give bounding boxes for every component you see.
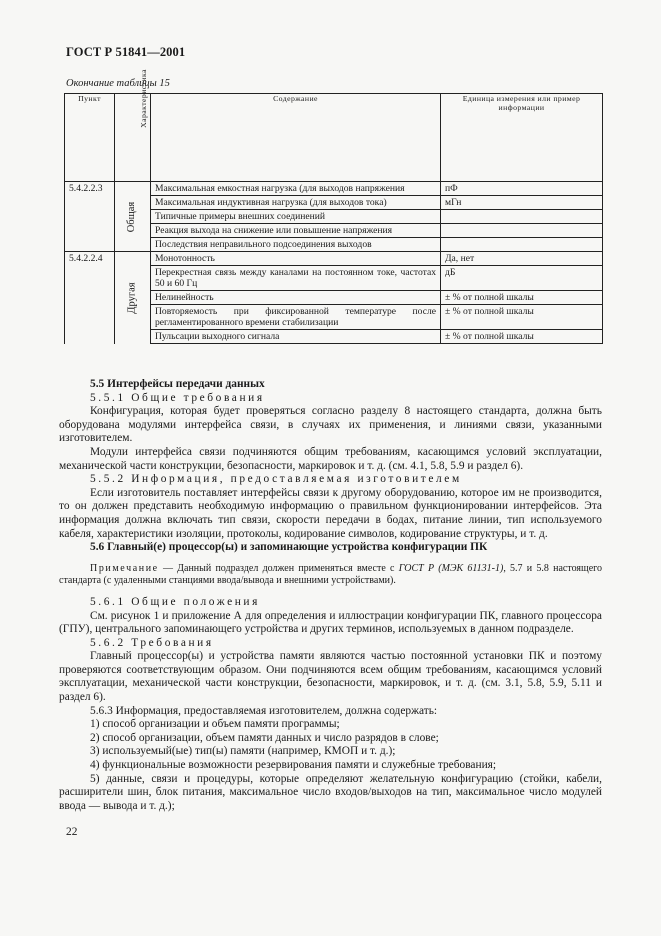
note bbox=[59, 563, 602, 588]
row-item: 5.4.2.2.4 bbox=[65, 252, 115, 344]
row-unit: мГн bbox=[441, 196, 603, 210]
table-row bbox=[65, 182, 603, 196]
paragraph: 5.6.3 Информация, предоставляемая изготовителем, должна содержать: bbox=[90, 704, 438, 717]
note-label: Примечание bbox=[90, 562, 159, 574]
page-number: 22 bbox=[66, 826, 78, 838]
row-item: 5.4.2.2.3 bbox=[65, 182, 115, 252]
header-unit: Единица измерения или пример информации bbox=[441, 94, 603, 182]
list-item: 4) функциональные возможности резервирования памяти и служебные требования; bbox=[90, 759, 497, 772]
row-content: Монотонность bbox=[151, 252, 441, 266]
row-unit bbox=[441, 210, 603, 224]
header-item: Пункт bbox=[65, 94, 115, 182]
row-unit bbox=[441, 238, 603, 252]
list-item: 2) способ организации, объем памяти данных и число разрядов в слове; bbox=[90, 731, 439, 744]
row-content: Максимальная индуктивная нагрузка (для выходов тока) bbox=[151, 196, 441, 210]
table-row bbox=[65, 252, 603, 266]
row-group-label bbox=[115, 252, 151, 344]
row-content: Повторяемость при фиксированной температуре после регламентированного времени стабилизации bbox=[151, 305, 441, 330]
paragraph: Если изготовитель поставляет интерфейсы связи к другому оборудованию, которое им не производится, то он должен представить необходимую информацию о правильном функционировании интерфейсов. Эта информация должна включать тип связи, скорости передачи в бодах, питание линии, тип используемого кабеля, характеристики изоляции, протоколы, кодирование символов, кодирование структуры, и т. д. bbox=[59, 486, 602, 540]
row-unit: ± % от полной шкалы bbox=[441, 291, 603, 305]
note-text-a: — Данный подраздел должен применяться вместе с bbox=[158, 562, 399, 574]
subsection-heading-5-6-2: 5.6.2 Требования bbox=[90, 636, 214, 649]
note-reference: ГОСТ Р (МЭК 61131-1) bbox=[398, 562, 504, 574]
row-unit: Да, нет bbox=[441, 252, 603, 266]
document-header: ГОСТ Р 51841—2001 bbox=[66, 45, 186, 59]
row-content: Последствия неправильного подсоединения выходов bbox=[151, 238, 441, 252]
row-content: Нелинейность bbox=[151, 291, 441, 305]
subsection-heading-5-5-2: 5.5.2 Информация, предоставляемая изготовителем bbox=[90, 473, 462, 486]
paragraph: Конфигурация, которая будет проверяться согласно разделу 8 настоящего стандарта, должна быть оборудована модулями интерфейса связи, в случаях их применения, и линиями связи, указанными изготовителем. bbox=[59, 405, 602, 445]
row-content: Типичные примеры внешних соединений bbox=[151, 210, 441, 224]
paragraph: Модули интерфейса связи подчиняются общим требованиям, касающимся условий эксплуатации, механической части конструкции, безопасности, маркировок и т. д. (см. 4.1, 5.8, 5.9 и раздел 6). bbox=[59, 445, 602, 472]
note-text-b: , 5.7 и 5.8 настоящего стандарта (с удаленными станциями ввода/вывода и внешними устройствами). bbox=[59, 562, 602, 587]
table-caption: Окончание таблицы 15 bbox=[66, 78, 170, 89]
list-item: 5) данные, связи и процедуры, которые определяют желательную конфигурацию (стойки, кабели, расширители шин, блок питания, максимальное число входов/выходов на тип, максимальное число модулей ввода — вывода и т. д.); bbox=[59, 772, 602, 812]
paragraph: См. рисунок 1 и приложение А для определения и иллюстрации конфигурации ПК, главного процессора (ГПУ), центрального запоминающего устройства и других терминов, используемых в данном подразделе. bbox=[59, 609, 602, 636]
group-label-text: Другая bbox=[126, 282, 138, 314]
subsection-heading-5-6-1: 5.6.1 Общие положения bbox=[90, 595, 260, 608]
subsection-heading-5-5-1: 5.5.1 Общие требования bbox=[90, 391, 265, 404]
row-group-label bbox=[115, 182, 151, 252]
group-label-text: Общая bbox=[126, 201, 138, 232]
list-item: 3) используемый(ые) тип(ы) памяти (например, КМОП и т. д.); bbox=[90, 745, 396, 758]
header-content: Содержание bbox=[151, 94, 441, 182]
header-characteristic-text: Характеристика bbox=[138, 69, 148, 128]
paragraph: Главный процессор(ы) и устройства памяти являются частью постоянной установки ПК и поэтому проверяются соответствующим образом. Они подчиняются всем общим требованиям, касающимся условий эксплуатации, механической части конструкции, безопасности, маркировок, и т. д. (см. 3.1, 5.8, 5.9, 5.11 и раздел 6). bbox=[59, 650, 602, 704]
row-content: Максимальная емкостная нагрузка (для выходов напряжения bbox=[151, 182, 441, 196]
list-item: 1) способ организации и объем памяти программы; bbox=[90, 718, 340, 731]
row-unit: дБ bbox=[441, 266, 603, 291]
table-header-row bbox=[65, 94, 603, 182]
row-content: Пульсации выходного сигнала bbox=[151, 330, 441, 344]
section-heading-5-6: 5.6 Главный(е) процессор(ы) и запоминающие устройства конфигурации ПК bbox=[90, 541, 488, 554]
row-content: Реакция выхода на снижение или повышение напряжения bbox=[151, 224, 441, 238]
row-content: Перекрестная связь между каналами на постоянном токе, частотах 50 и 60 Гц bbox=[151, 266, 441, 291]
row-unit bbox=[441, 224, 603, 238]
header-characteristic bbox=[115, 69, 151, 182]
row-unit: ± % от полной шкалы bbox=[441, 330, 603, 344]
document-body bbox=[59, 378, 602, 813]
row-unit: ± % от полной шкалы bbox=[441, 305, 603, 330]
section-heading-5-5: 5.5 Интерфейсы передачи данных bbox=[90, 378, 265, 390]
row-unit: пФ bbox=[441, 182, 603, 196]
